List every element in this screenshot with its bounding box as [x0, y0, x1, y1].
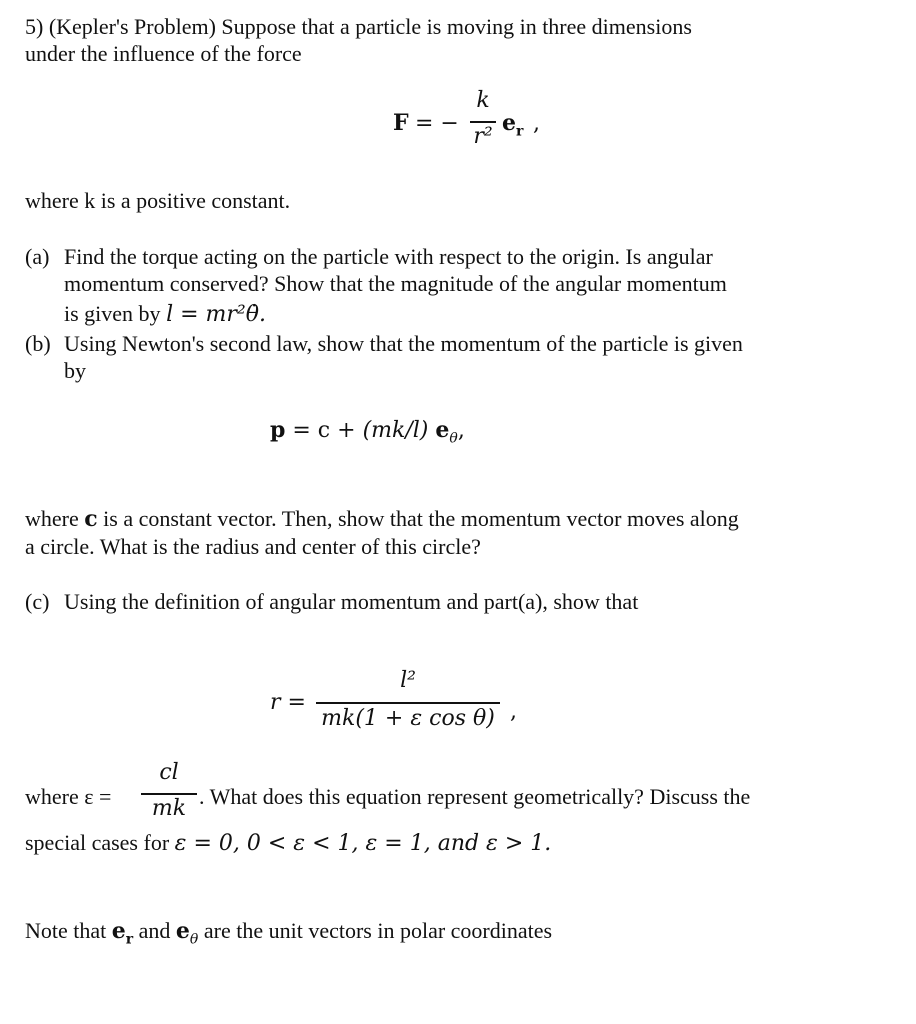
special-cases-line — [25, 829, 551, 857]
note-er-sub: r — [125, 931, 134, 948]
where-epsilon: where ε = — [25, 784, 112, 809]
part-b-line2: by — [64, 358, 86, 383]
problem-header-line1: 5) (Kepler's Problem) Suppose that a particle is moving in three dimensions — [25, 14, 692, 39]
force-trailing-comma: , — [533, 111, 540, 136]
note-mid: and — [133, 918, 176, 943]
part-a-label: (a) — [25, 244, 50, 269]
special-cases-text: special cases for — [25, 830, 175, 855]
where-c-pre: where — [25, 506, 85, 531]
note-line — [25, 917, 553, 948]
force-fraction — [470, 88, 496, 158]
note-etheta: e — [175, 918, 190, 944]
epsilon-denominator: mk — [151, 796, 187, 821]
circle-question: a circle. What is the radius and center of this circle? — [25, 534, 481, 559]
epsilon-fraction-bar — [141, 793, 197, 795]
er-base: e — [502, 110, 516, 136]
where-c-post: is a constant vector. Then, show that the momentum vector moves along — [97, 506, 739, 531]
orbit-fraction-bar — [316, 702, 500, 704]
unit-vector-er — [502, 110, 524, 140]
orbit-fraction — [316, 668, 500, 738]
orbit-denominator: mk(1 + ε cos θ) — [321, 706, 495, 731]
force-fraction-bar — [470, 121, 496, 123]
orbit-trailing-comma: , — [510, 699, 517, 724]
special-cases-math: ε = 0, 0 < ε < 1, ε = 1, and ε > 1. — [174, 831, 552, 856]
epsilon-fraction — [141, 760, 197, 826]
part-a-line2: momentum conserved? Show that the magnitude of the angular momentum — [64, 271, 727, 296]
force-equals: = − — [415, 111, 459, 136]
angular-momentum-formula: l = mr²θ̇. — [166, 302, 266, 327]
note-pre: Note that — [25, 918, 112, 943]
where-c-line — [25, 505, 739, 533]
part-a-line3 — [64, 300, 266, 328]
momentum-symbol: p — [270, 417, 286, 443]
momentum-eq-mid: = c + — [285, 418, 363, 443]
geometric-question: . What does this equation represent geometrically? Discuss the — [199, 784, 751, 809]
momentum-eq-comma: , — [457, 418, 465, 443]
er-subscript: r — [516, 123, 524, 140]
momentum-equation — [270, 417, 465, 447]
momentum-eq-coefficient: (mk/l) — [362, 418, 429, 443]
note-er: e — [111, 918, 126, 944]
force-numerator: k — [476, 88, 490, 113]
where-k-text: where k is a positive constant. — [25, 188, 291, 213]
force-denominator: r² — [473, 124, 493, 149]
part-b-label: (b) — [25, 331, 51, 356]
part-c-label: (c) — [25, 589, 50, 614]
part-c-line1: Using the definition of angular momentum and part(a), show that — [64, 589, 639, 614]
note-post: are the unit vectors in polar coordinates — [198, 918, 553, 943]
unit-vector-etheta: e — [435, 417, 450, 443]
epsilon-numerator: cl — [159, 760, 179, 785]
vector-c: c — [84, 506, 98, 532]
orbit-numerator: l² — [400, 668, 416, 693]
part-a-line3-text: is given by — [64, 301, 167, 326]
force-symbol: F — [393, 110, 409, 136]
problem-header-line2: under the influence of the force — [25, 41, 302, 66]
part-b-line1: Using Newton's second law, show that the momentum of the particle is given — [64, 331, 743, 356]
orbit-lhs: r = — [270, 690, 306, 715]
note-etheta-sub: θ — [189, 931, 199, 948]
etheta-subscript: θ — [449, 430, 458, 447]
part-a-line1: Find the torque acting on the particle with respect to the origin. Is angular — [64, 244, 713, 269]
